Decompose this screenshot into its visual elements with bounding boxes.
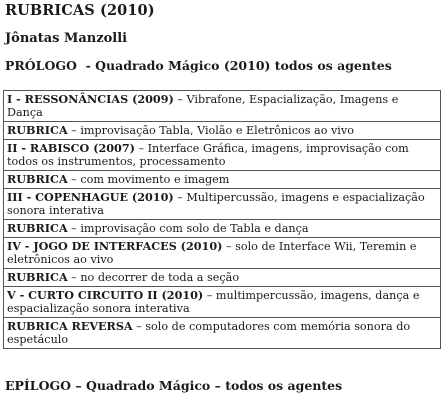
table-row — [4, 269, 441, 287]
table-cell — [4, 287, 441, 318]
row-description: – Vibrafone, Espacialização, Imagens e Dança — [7, 93, 399, 119]
table-cell — [4, 318, 441, 349]
row-lead: III - COPENHAGUE (2010) — [7, 190, 174, 204]
table-cell — [4, 171, 441, 189]
table-row — [4, 171, 441, 189]
row-description: – solo de computadores com memória sonora do espetáculo — [7, 320, 411, 346]
row-lead: I - RESSONÂNCIAS (2009) — [7, 92, 174, 106]
row-description: – solo de Interface Wii, Teremin e eletrônicos ao vivo — [7, 240, 417, 266]
row-lead: V - CURTO CIRCUITO II (2010) — [7, 288, 204, 302]
table-cell — [4, 122, 441, 140]
table-row — [4, 91, 441, 122]
author-name: Jônatas Manzolli — [5, 31, 128, 46]
row-lead: RUBRICA REVERSA — [7, 319, 133, 333]
table-row — [4, 220, 441, 238]
table-cell — [4, 189, 441, 220]
table-cell — [4, 269, 441, 287]
table-cell — [4, 220, 441, 238]
table-row — [4, 140, 441, 171]
row-lead: II - RABISCO (2007) — [7, 141, 135, 155]
row-description: – com movimento e imagem — [67, 173, 230, 186]
row-description: – improvisação com solo de Tabla e dança — [67, 222, 309, 235]
table-row — [4, 287, 441, 318]
row-description: – no decorrer de toda a seção — [67, 271, 240, 284]
row-description: – improvisação Tabla, Violão e Eletrônicos ao vivo — [67, 124, 354, 137]
document-title: RUBRICAS (2010) — [5, 2, 155, 19]
row-description: – Multipercussão, imagens e espacialização sonora interativa — [7, 191, 425, 217]
row-description: – multimpercussão, imagens, dança e espacialização sonora interativa — [7, 289, 420, 315]
table-cell — [4, 140, 441, 171]
row-description: – Interface Gráfica, imagens, improvisação com todos os instrumentos, processamento — [7, 142, 409, 168]
table-row — [4, 122, 441, 140]
table-row — [4, 189, 441, 220]
row-lead: RUBRICA — [7, 123, 68, 137]
epilogue-line: EPÍLOGO – Quadrado Mágico – todos os agentes — [5, 378, 343, 393]
table-cell — [4, 91, 441, 122]
row-lead: RUBRICA — [7, 221, 68, 235]
row-lead: RUBRICA — [7, 172, 68, 186]
table-cell — [4, 238, 441, 269]
row-lead: IV - JOGO DE INTERFACES (2010) — [7, 239, 223, 253]
table-row — [4, 238, 441, 269]
row-lead: RUBRICA — [7, 270, 68, 284]
table-row — [4, 318, 441, 349]
prologue-line: PRÓLOGO - Quadrado Mágico (2010) todos os agentes — [5, 58, 392, 73]
program-table — [3, 90, 441, 349]
